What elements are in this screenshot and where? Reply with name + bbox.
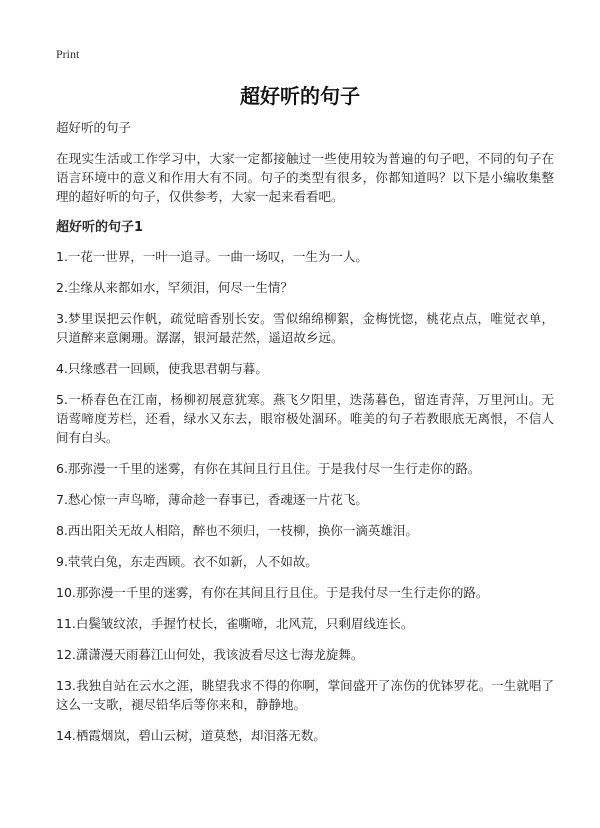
article-body [56,118,554,757]
sentence-item: 11.白鬓皱纹浓，手握竹杖长，雀嘶啼，北风荒，只剩眉线连长。 [56,616,414,631]
sentence-item: 2.尘缘从来都如水，罕须泪，何尽一生情？ [56,280,293,295]
sentence-item: 13.我独自站在云水之涯，眺望我求不得的你啊，掌间盛开了冻伤的优钵罗花。一生就唱了这么一支歌，褪尽铅华后等你来和，静静地。 [56,678,554,712]
sentence-item: 12.潇潇漫天雨暮江山何处，我该波看尽这七海龙旋舞。 [56,647,364,662]
print-link[interactable]: Print [56,47,80,61]
sentence-item: 5.一桥春色在江南，杨柳初展意犹寒。燕飞夕阳里，迭荡暮色，留连青萍，万里河山。无语莺啼度芳栏，还看，绿水又东去，眼帘极处涸环。唯美的句子若教眼底无离恨，不信人间有白头。 [56,392,554,445]
sentence-item: 1.一花一世界，一叶一追寻。一曲一场叹，一生为一人。 [56,249,368,264]
sentence-list [56,247,554,745]
section-heading: 超好听的句子1 [56,220,144,235]
sentence-item: 6.那弥漫一千里的迷雾，有你在其间且行且住。于是我付尽一生行走你的路。 [56,461,481,476]
sentence-item: 14.栖霞烟岚，碧山云树，道莫愁，却泪落无数。 [56,728,326,743]
sentence-item: 7.愁心惊一声鸟啼，薄命趁一春事已，香魂逐一片花飞。 [56,492,368,507]
sentence-item: 9.茕茕白兔，东走西顾。衣不如新，人不如故。 [56,554,318,569]
sentence-item: 4.只缘感君一回顾，使我思君朝与暮。 [56,361,268,376]
sentence-item: 8.西出阳关无故人相陪，醉也不须归，一枝柳，换你一滴英雄泪。 [56,523,418,538]
article-subtitle: 超好听的句子 [56,120,132,135]
intro-paragraph: 在现实生活或工作学习中，大家一定都接触过一些使用较为普遍的句子吧，不同的句子在语言环境中的意义和作用大有不同。句子的类型有很多，你都知道吗？以下是小编收集整理的超好听的句子，仅供参考，大家一起来看看吧。 [56,151,554,204]
sentence-item: 10.那弥漫一千里的迷雾，有你在其间且行且住。于是我付尽一生行走你的路。 [56,585,489,600]
sentence-item: 3.梦里误把云作帆，疏觉暗香别长安。雪似绵绵柳絮，金梅恍惚，桃花点点，唯觉衣单，只道醉来意阑珊。潺潺，银河最茫然，遥迢故乡远。 [56,311,554,345]
page-title: 超好听的句子 [240,84,360,108]
